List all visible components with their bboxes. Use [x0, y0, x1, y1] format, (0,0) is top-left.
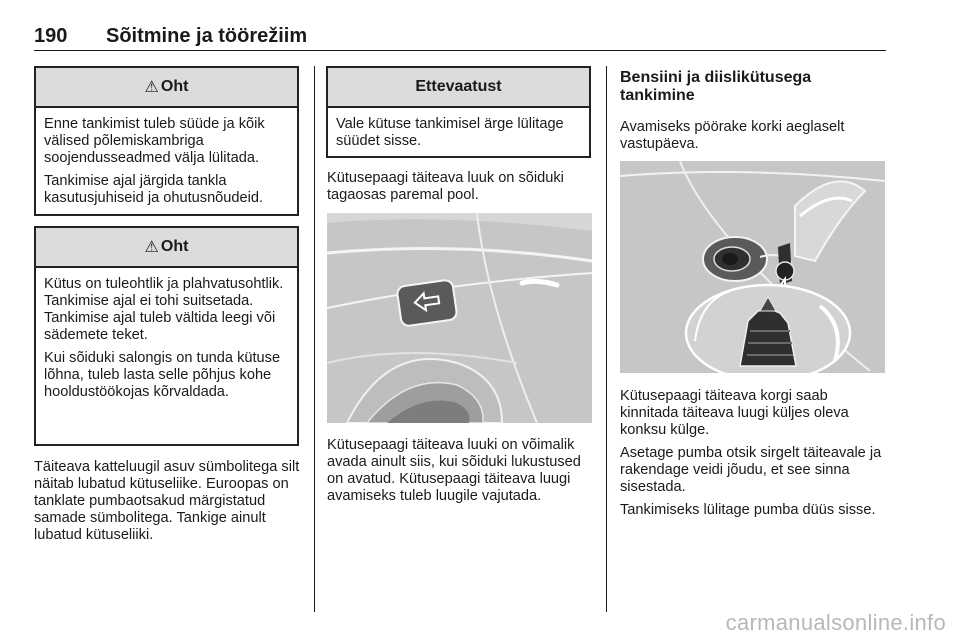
- fuel-flap-opening-paragraph: Kütusepaagi täiteava luuki on võimalik avada ainult siis, kui sõiduki lukustused on avatud. Kütusepaagi täiteava luugi avamiseks tuleb luugile vajutada.: [327, 437, 581, 504]
- fuel-flap-illustration: [327, 213, 592, 423]
- warning-box-1-paragraph-1: Enne tankimist tuleb süüde ja kõik välised põlemiskambriga soojendusseadmed välja lülitada.: [44, 116, 265, 166]
- refueling-paragraph-1: Kütusepaagi täiteava korgi saab kinnitada täiteava luugi küljes oleva konksu külge.: [620, 388, 849, 438]
- warning-box-1-paragraph-2: Tankimise ajal järgida tankla kasutusjuhiseid ja ohutusnõudeid.: [44, 173, 264, 206]
- page-number: 190: [34, 25, 68, 47]
- warning-box-2-body: [36, 268, 297, 401]
- fuel-flap-location-text: [327, 170, 595, 210]
- warning-box-2-paragraph-1: Kütus on tuleohtlik ja plahvatusohtlik. Tankimise ajal ei tohi suitsetada. Tankimise ajal tuleb vältida leegi või sädemete teket.: [44, 276, 284, 343]
- caution-box-heading: Ettevaatust: [415, 78, 502, 95]
- car-rear-side-drawing: [327, 213, 592, 423]
- page-header: [34, 26, 886, 51]
- warning-box-1: [34, 66, 299, 216]
- refueling-instructions: [620, 388, 890, 525]
- fuel-flap-opening-text: [327, 437, 595, 511]
- warning-box-2: [34, 226, 299, 446]
- column-divider-1: [314, 66, 315, 612]
- warning-triangle-icon: ⚠: [144, 239, 159, 256]
- fuel-cap-drawing: [620, 161, 885, 373]
- caution-box-body: [328, 108, 589, 150]
- fuel-label-paragraph: Täiteava katteluugil asuv sümbolitega silt näitab lubatud kütuseliike. Euroopas on tanklate pumbaotsakud märgistatud samade sümbolitega. Tankige ainult lubatud kütuseliiki.: [34, 459, 300, 543]
- warning-box-1-heading: Oht: [160, 78, 189, 95]
- fuel-flap-location-paragraph: Kütusepaagi täiteava luuk on sõiduki tagaosas paremal pool.: [327, 170, 564, 203]
- column-divider-2: [606, 66, 607, 612]
- warning-box-2-header: [36, 228, 297, 268]
- watermark: carmanualsonline.info: [725, 610, 946, 635]
- caution-box-text: Vale kütuse tankimisel ärge lülitage süüdet sisse.: [336, 116, 564, 149]
- warning-box-1-body: [36, 108, 297, 207]
- cap-opening-text: [620, 119, 888, 159]
- caution-box: [326, 66, 591, 158]
- section-heading: Bensiini ja diislikütusega tankimine: [620, 69, 812, 104]
- fuel-cap-illustration: [620, 161, 885, 373]
- fuel-label-text: [34, 459, 302, 550]
- refueling-paragraph-3: Tankimiseks lülitage pumba düüs sisse.: [620, 502, 876, 518]
- caution-box-header: [328, 68, 589, 108]
- page-title: Sõitmine ja töörežiim: [106, 25, 308, 47]
- warning-triangle-icon: ⚠: [144, 79, 159, 96]
- warning-box-1-header: [36, 68, 297, 108]
- refueling-paragraph-2: Asetage pumba otsik sirgelt täiteavale ja rakendage veidi jõudu, et see sinna sisestada.: [620, 445, 882, 495]
- warning-box-2-heading: Oht: [160, 238, 189, 255]
- cap-opening-paragraph: Avamiseks pöörake korki aeglaselt vastupäeva.: [620, 119, 845, 152]
- warning-box-2-paragraph-2: Kui sõiduki salongis on tunda kütuse lõhna, tuleb lasta selle põhjus kohe hooldustöökojas kõrvaldada.: [44, 350, 281, 400]
